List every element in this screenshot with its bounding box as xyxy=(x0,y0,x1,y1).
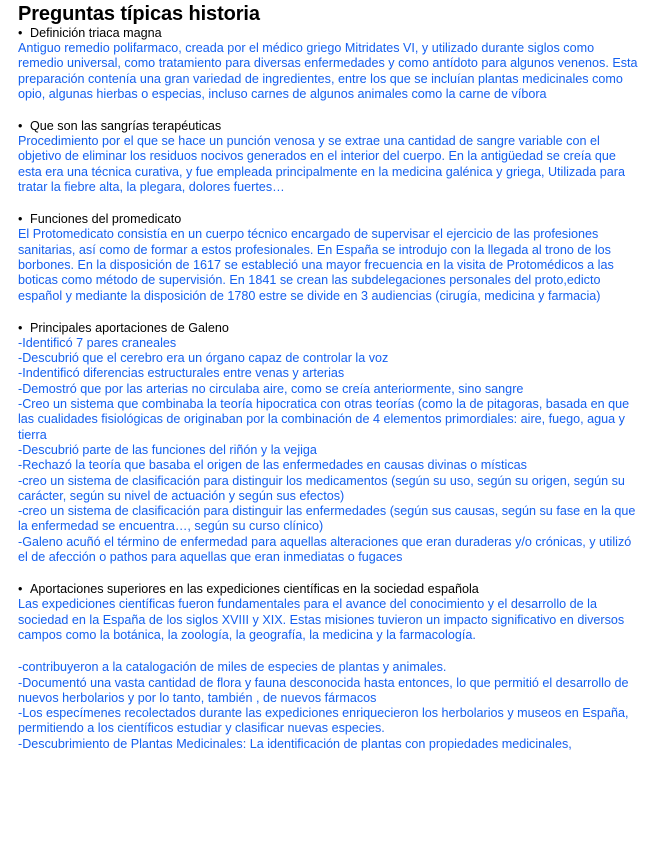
bullet-icon: • xyxy=(18,212,23,227)
section-heading: • Definición triaca magna xyxy=(18,26,162,40)
list-item: -creo un sistema de clasificación para distinguir las enfermedades (según sus causas, según su fase en la que la enfermedad se encuentra…, según su curso clínico) xyxy=(18,504,636,534)
list-item: -Demostró que por las arterias no circulaba aire, como se creía anteriormente, sino sangre xyxy=(18,381,524,396)
list-item: -creo un sistema de clasificación para distinguir los medicamentos (según su uso, según su origen, según su carácter, según su nivel de actuación y según sus efectos) xyxy=(18,473,625,503)
section-heading: • Aportaciones superiores en las expediciones científicas en la sociedad española xyxy=(18,582,479,597)
page-title: Preguntas típicas historia xyxy=(18,3,260,25)
list-item: -Identificó 7 pares craneales xyxy=(18,335,177,350)
list-item: -Descubrimiento de Plantas Medicinales: La identificación de plantas con propiedades medicinales, xyxy=(18,736,572,751)
bullet-icon: • xyxy=(18,582,23,597)
section-paragraph: Antiguo remedio polifarmaco, creada por el médico griego Mitridates VI, y utilizado durante siglos como remedio universal, como tratamiento para diversas enfermedades y como antídoto para algunos venenos. Esta preparación contenía una gran variedad de ingredientes, entre los que se incluían plantas medicinales como opio, algunas hierbas o especias, incluso carnes de algunos animales como la carne de víbora xyxy=(18,41,638,101)
section-triaca-magna xyxy=(18,26,642,102)
section-paragraph: Procedimiento por el que se hace un punción venosa y se extrae una cantidad de sangre variable con el objetivo de eliminar los residuos nocivos generados en el interior del cuerpo. En la antigüedad se creía que esta era una técnica curativa, y fue empleada principalmente en la medicina galénica y griega, Utilizada para tratar la fiebre alta, la plegara, dolores fuertes… xyxy=(18,134,625,195)
list-item: -Galeno acuñó el término de enfermedad para aquellas alteraciones que eran duraderas y/o crónicas, y utilizó el de afección o pathos para aquellas que eran inmediatas o fugaces xyxy=(18,534,632,565)
section-paragraph: Las expediciones científicas fueron fundamentales para el avance del conocimiento y el desarrollo de la sociedad en la España de los siglos XVIII y XIX. Estas misiones tuvieron un impacto significativo en diversos campos como la botánica, la zoología, la geografía, la medicina y la farmacología. xyxy=(18,597,625,642)
list-item: -Los especímenes recolectados durante las expediciones enriquecieron los herbolarios y museos en España, permitiendo a los científicos estudiar y clasificar nuevas especies. xyxy=(18,706,629,736)
galeno-list xyxy=(18,336,642,565)
list-item: -Descubrió parte de las funciones del riñón y la vejiga xyxy=(18,442,317,457)
section-heading: • Funciones del promedicato xyxy=(18,212,182,227)
section-paragraph: El Protomedicato consistía en un cuerpo técnico encargado de supervisar el ejercicio de las profesiones sanitarias, así como de formar a estos profesionales. En España se introdujo con la llegada al trono de los borbones. En la disposición de 1617 se estableció una mayor frecuencia en la visita de Protomédicos a las boticas como método de supervisión. En 1841 se crean las subdelegaciones personales del proto,edicto español y mediante la disposición de 1780 estre se divide en 3 audiencias (cirugía, medicina y farmacia) xyxy=(18,227,614,303)
list-item: -Documentó una vasta cantidad de flora y fauna desconocida hasta entonces, lo que permitió el desarrollo de nuevos herbolarios y por lo tanto, también , de nuevos fármacos xyxy=(18,675,629,705)
section-heading: • Que son las sangrías terapéuticas xyxy=(18,119,222,134)
spacer xyxy=(18,643,642,660)
list-item: -Descubrió que el cerebro era un órgano capaz de controlar la voz xyxy=(18,351,389,366)
list-item: -Rechazó la teoría que basaba el origen de las enfermedades en causas divinas o místicas xyxy=(18,458,527,473)
document-page xyxy=(18,0,642,752)
bullet-icon: • xyxy=(18,320,23,335)
bullet-icon: • xyxy=(18,119,23,134)
list-item: -Creo un sistema que combinaba la teoría hipocratica con otras teorías (como la de pitagoras, basada en que las cualidades fisiológicas de originaban por la combinación de 4 elementos primordiales: aire, fuego, agua y tierra xyxy=(18,397,630,442)
expediciones-list xyxy=(18,660,642,752)
bullet-icon: • xyxy=(18,26,23,40)
list-item: -contribuyeron a la catalogación de miles de especies de plantas y animales. xyxy=(18,660,447,675)
section-sangrias xyxy=(18,119,642,195)
list-item: -Indentificó diferencias estructurales entre venas y arterias xyxy=(18,366,345,381)
section-galeno xyxy=(18,321,642,565)
section-expediciones xyxy=(18,582,642,752)
section-protomedicato xyxy=(18,212,642,303)
section-heading: • Principales aportaciones de Galeno xyxy=(18,320,229,335)
